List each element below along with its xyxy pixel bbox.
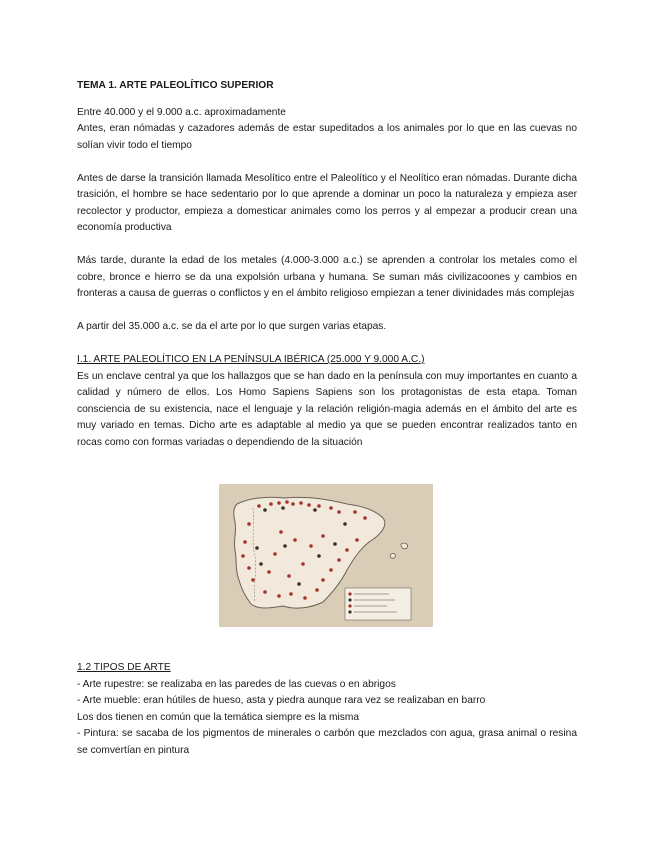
section1-paragraph: Es un enclave central ya que los hallazgos que se han dado en la península con muy importantes en cuanto a calidad y número de ellos. Los Homo Sapiens Sapiens son los protagonistas de esta etapa. Toman consciencia de su existencia, nace el lenguaje y la relación religión-magia además en el ámbito del arte es muy variado en temas. Dicho arte es adaptable al medio ya que se pueden encontrar realizados tanto en rocas como con formas variadas o dependiendo de la situación [77,370,577,448]
intro-line: Entre 40.000 y el 9.000 a.c. aproximadamente [77,106,286,118]
section1-heading: I.1. ARTE PALEOLÍTICO EN LA PENÍNSULA IBÉRICA (25.000 Y 9.000 A.C.) [77,354,425,365]
list-item-rupestre: - Arte rupestre: se realizaba en las paredes de las cuevas o en abrigos [77,678,396,690]
list-item-pintura: - Pintura: se sacaba de los pigmentos de minerales o carbón que mezclados con agua, grasa animal o resina se comvertían en pintura [77,728,577,756]
list-item-mueble: - Arte mueble: eran hútiles de hueso, asta y piedra aunque rara vez se realizaban en barro [77,695,486,706]
map-iberian-peninsula-icon [219,484,433,627]
arte-paragraph: A partir del 35.000 a.c. se da el arte por lo que surgen varias etapas. [77,321,387,332]
list-item-comun: Los dos tienen en común que la temática siempre es la misma [77,711,359,723]
document-body [77,78,577,451]
mesolitico-paragraph: Antes de darse la transición llamada Mesolítico entre el Paleolítico y el Neolítico eran nómadas. Durante dicha trasición, el hombre se hace sedentario por lo que aprende a dominar un poco la naturaleza y empieza aser recolector y productor, empieza a domesticar animales como los perros y al empezar a producir crean una economía productiva [77,172,577,233]
section2-heading: 1.2 TIPOS DE ARTE [77,662,171,673]
intro-paragraph: Antes, eran nómadas y cazadores además de estar supeditados a los animales por lo que en las cuevas no solían vivir todo el tiempo [77,123,577,151]
document-title: TEMA 1. ARTE PALEOLÍTICO SUPERIOR [77,80,274,91]
metales-paragraph: Más tarde, durante la edad de los metales (4.000-3.000 a.c.) se aprenden a controlar los metales como el cobre, bronce e hierro se da una expolsión urbana y humana. Se suman más civilizacoones y cambios en fronteras a causa de guerras o conflictos y en el ámbito religioso empiezan a tener divinidades más complejas [77,255,577,299]
document-body-continued [77,660,577,759]
peninsula-map-figure [219,484,433,627]
